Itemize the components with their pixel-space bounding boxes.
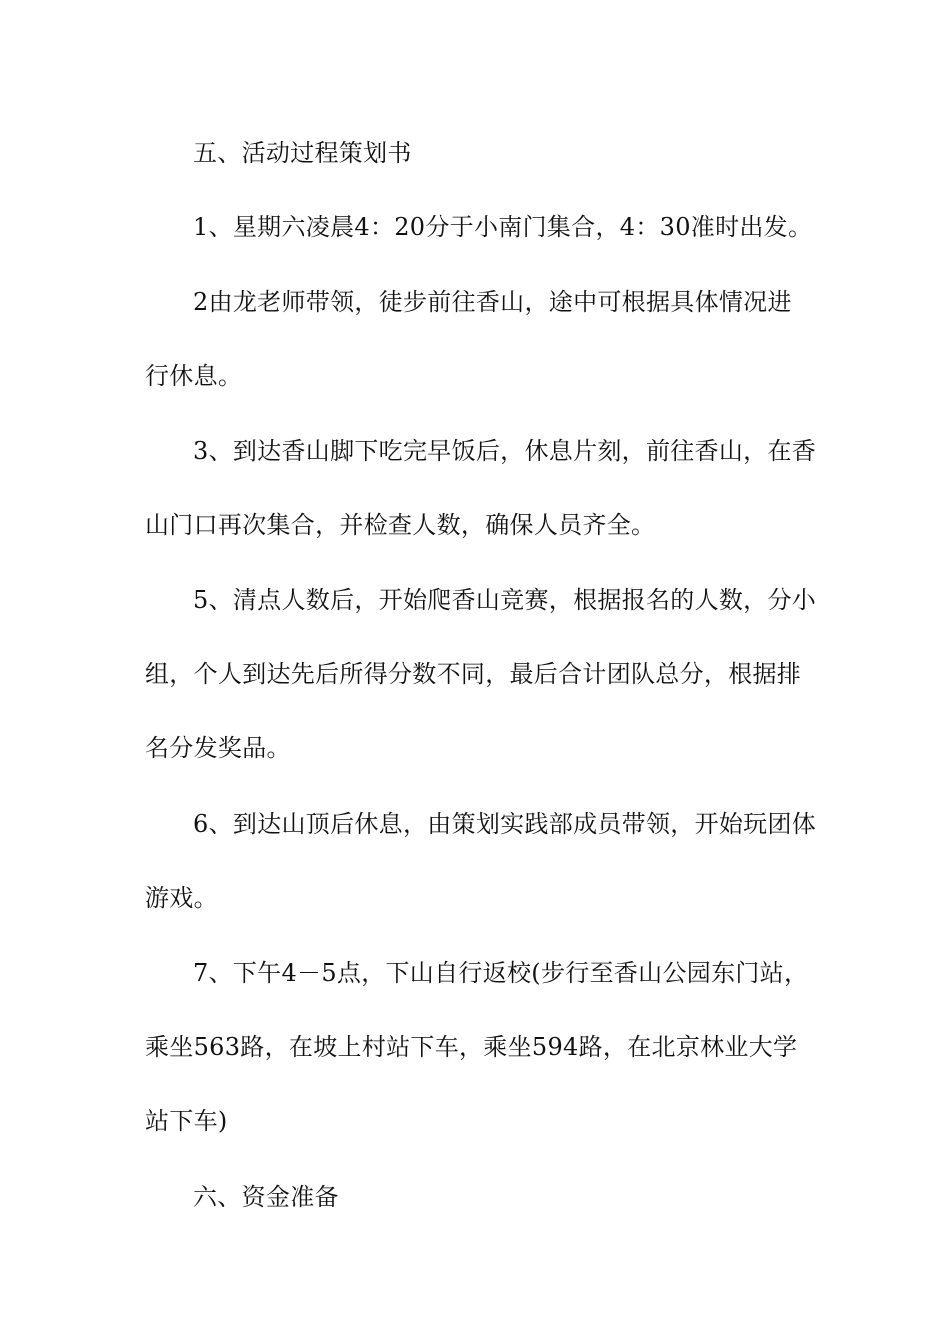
section-heading-activity-plan (145, 116, 810, 190)
heading-text: 六、资金准备 (193, 1183, 339, 1211)
item-line: 3、到达香山脚下吃完早饭后，休息片刻，前往香山，在香 (193, 437, 817, 465)
item-line: 游戏。 (145, 884, 218, 912)
item-line: 6、到达山顶后休息，由策划实践部成员带领，开始玩团体 (193, 810, 817, 838)
section-heading-funding (145, 1160, 810, 1234)
heading-text: 五、活动过程策划书 (193, 139, 412, 167)
item-line: 2由龙老师带领，徒步前往香山，途中可根据具体情况进 (193, 288, 792, 316)
item-line: 山门口再次集合，并检查人数，确保人员齐全。 (145, 511, 656, 539)
item-text: 1、星期六凌晨4：20分于小南门集合，4：30准时出发。 (193, 213, 813, 241)
list-item-1 (145, 190, 813, 264)
list-item-7 (145, 936, 810, 1158)
item-line: 乘坐563路，在坡上村站下车，乘坐594路，在北京林业大学 (145, 1033, 798, 1061)
item-line: 组，个人到达先后所得分数不同，最后合计团队总分，根据排 (145, 660, 802, 688)
list-item-5 (145, 563, 817, 785)
item-line: 名分发奖品。 (145, 734, 291, 762)
item-line: 7、下午4－5点，下山自行返校(步行至香山公园东门站， (193, 959, 809, 987)
list-item-6 (145, 787, 817, 935)
list-item-2 (145, 265, 810, 413)
list-item-3 (145, 414, 817, 562)
item-line: 行休息。 (145, 362, 243, 390)
item-line: 站下车) (145, 1107, 228, 1135)
item-line: 5、清点人数后，开始爬香山竞赛，根据报名的人数，分小 (193, 586, 817, 614)
